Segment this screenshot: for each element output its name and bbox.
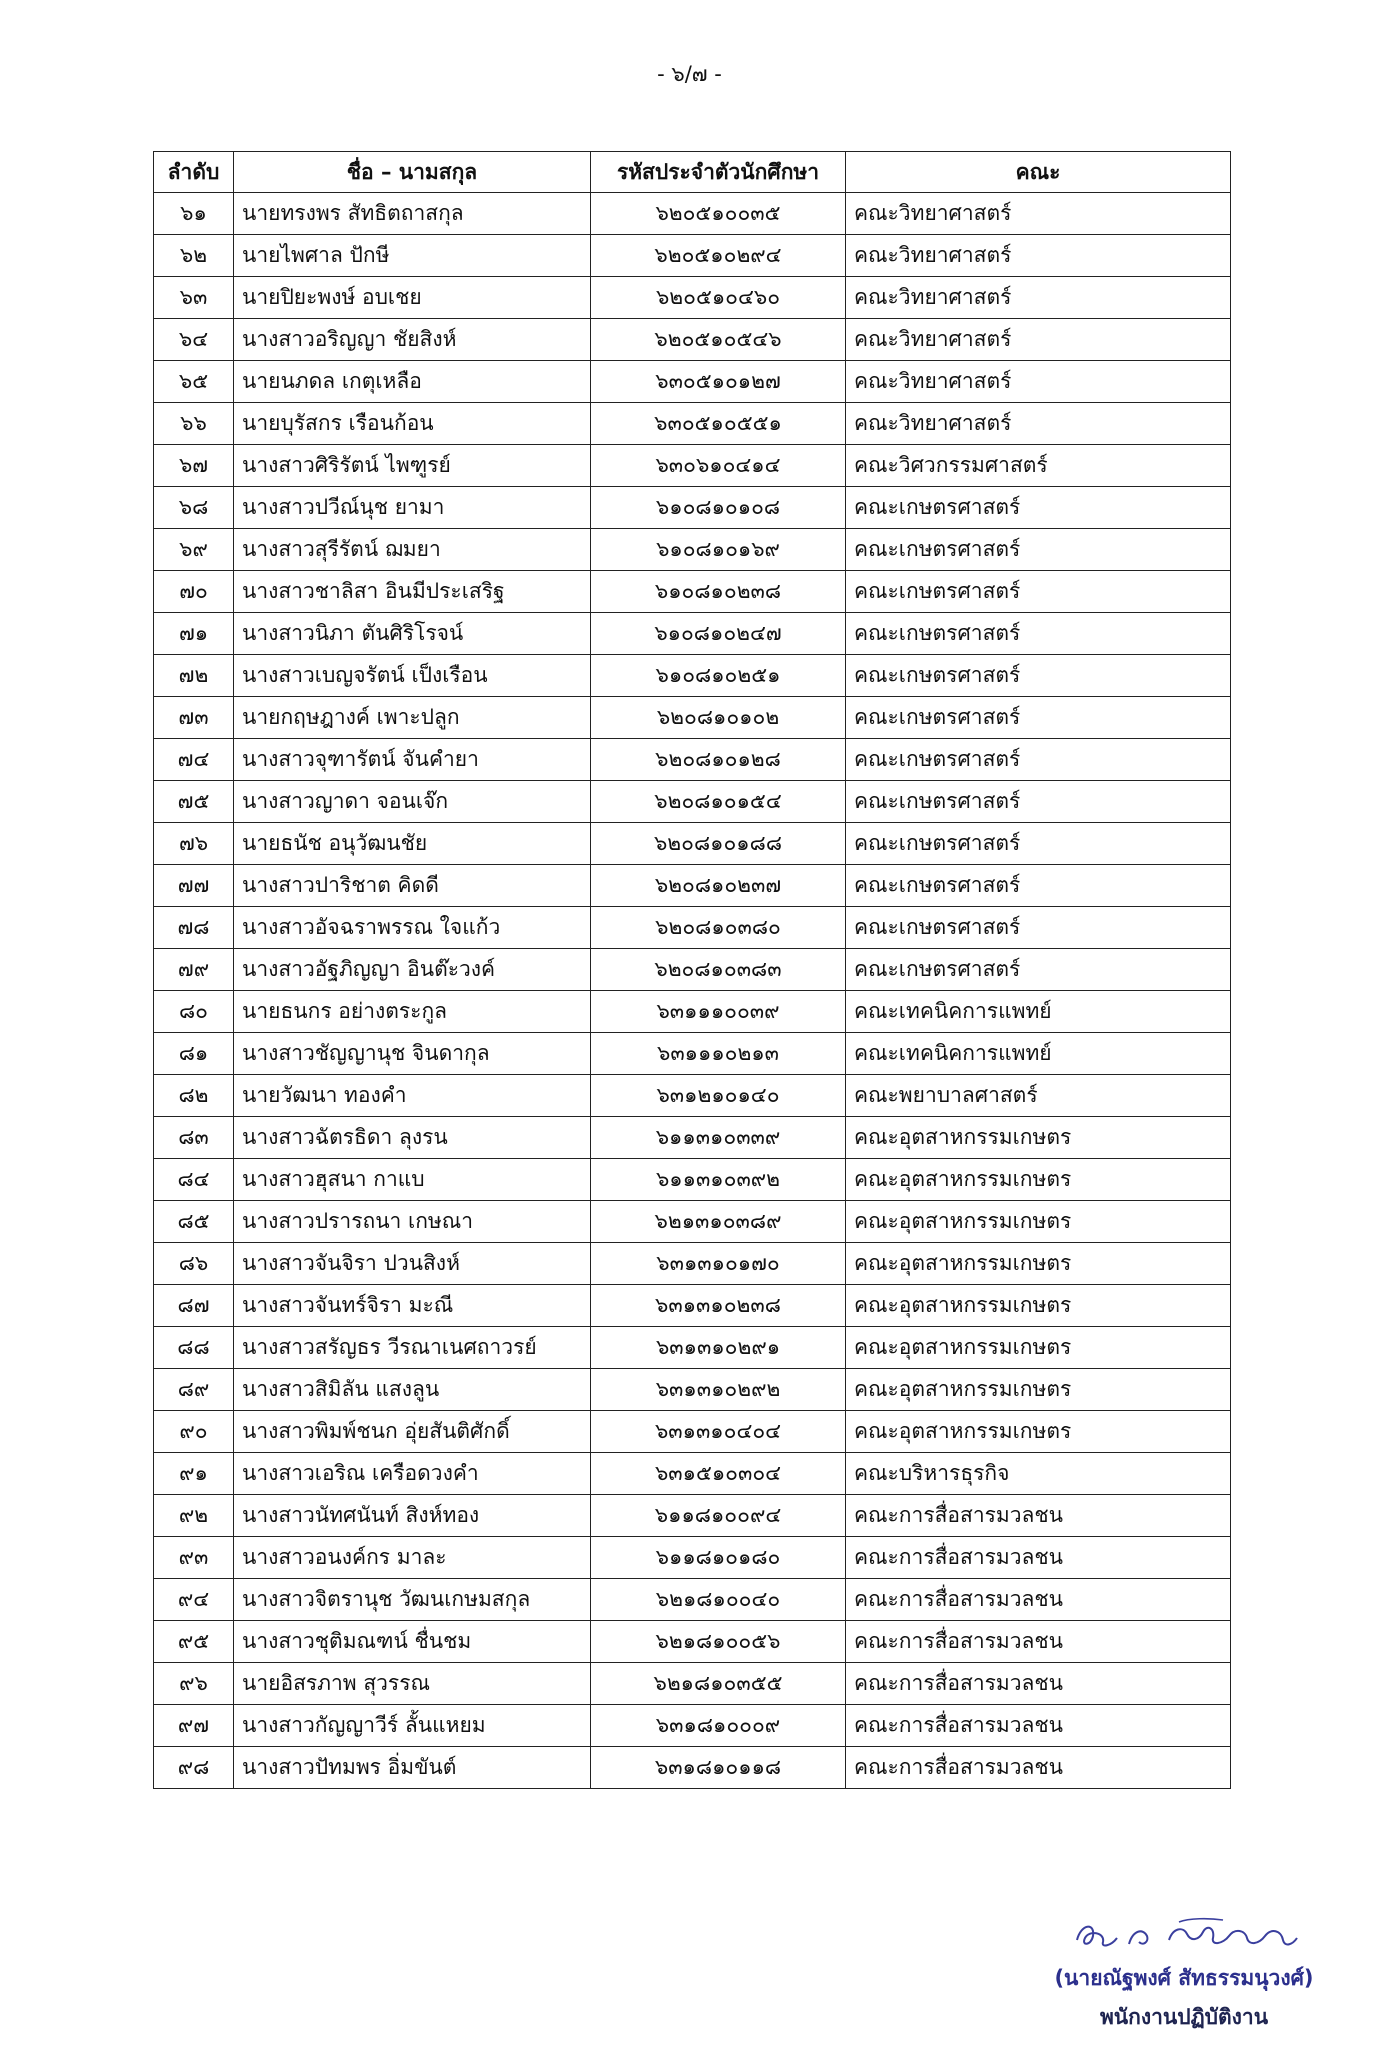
row-faculty: คณะอุตสาหกรรมเกษตร (846, 1369, 1231, 1411)
row-name: นายปิยะพงษ์ อบเชย (234, 277, 591, 319)
row-name: นางสาวปรารถนา เกษณา (234, 1201, 591, 1243)
row-student-id: ๖๓๐๕๑๐๑๒๗ (591, 361, 846, 403)
row-faculty: คณะเกษตรศาสตร์ (846, 949, 1231, 991)
table-row (154, 403, 1231, 445)
row-order: ๙๗ (154, 1705, 234, 1747)
row-student-id: ๖๑๐๘๑๐๑๐๘ (591, 487, 846, 529)
row-student-id: ๖๑๐๘๑๐๒๓๘ (591, 571, 846, 613)
row-student-id: ๖๑๐๘๑๐๒๕๑ (591, 655, 846, 697)
row-faculty: คณะการสื่อสารมวลชน (846, 1663, 1231, 1705)
row-faculty: คณะอุตสาหกรรมเกษตร (846, 1327, 1231, 1369)
row-order: ๖๔ (154, 319, 234, 361)
row-order: ๖๘ (154, 487, 234, 529)
row-faculty: คณะอุตสาหกรรมเกษตร (846, 1159, 1231, 1201)
table-row (154, 445, 1231, 487)
table-row (154, 1159, 1231, 1201)
row-faculty: คณะการสื่อสารมวลชน (846, 1747, 1231, 1789)
table-row (154, 1411, 1231, 1453)
row-name: นางสาวญาดา จอนเจ๊ก (234, 781, 591, 823)
row-name: นางสาวอัฐภิญญา อินต๊ะวงค์ (234, 949, 591, 991)
row-name: นายไพศาล ปักษี (234, 235, 591, 277)
table-body (154, 193, 1231, 1789)
page-number: - ๖/๗ - (657, 62, 722, 86)
row-name: นางสาวเอริณ เครือดวงคำ (234, 1453, 591, 1495)
table-row (154, 907, 1231, 949)
table-row (154, 277, 1231, 319)
row-student-id: ๖๓๑๒๑๐๑๔๐ (591, 1075, 846, 1117)
row-name: นายธนัช อนุวัฒนชัย (234, 823, 591, 865)
row-order: ๗๘ (154, 907, 234, 949)
row-order: ๗๙ (154, 949, 234, 991)
table-row (154, 193, 1231, 235)
row-faculty: คณะเกษตรศาสตร์ (846, 529, 1231, 571)
row-faculty: คณะวิทยาศาสตร์ (846, 361, 1231, 403)
row-order: ๖๑ (154, 193, 234, 235)
row-student-id: ๖๓๑๘๑๐๐๐๙ (591, 1705, 846, 1747)
row-order: ๗๗ (154, 865, 234, 907)
row-faculty: คณะวิทยาศาสตร์ (846, 319, 1231, 361)
row-order: ๗๕ (154, 781, 234, 823)
table-row (154, 949, 1231, 991)
student-table (153, 151, 1231, 1789)
row-student-id: ๖๒๐๘๑๐๓๘๐ (591, 907, 846, 949)
signer-position: พนักงานปฏิบัติงาน (1099, 2005, 1269, 2029)
signature-block (1044, 1910, 1324, 2034)
row-student-id: ๖๑๑๘๑๐๑๘๐ (591, 1537, 846, 1579)
row-name: นางสาวปัทมพร อิ่มขันต์ (234, 1747, 591, 1789)
row-name: นางสาวนิภา ตันศิริโรจน์ (234, 613, 591, 655)
row-order: ๙๓ (154, 1537, 234, 1579)
row-student-id: ๖๑๑๓๑๐๓๙๒ (591, 1159, 846, 1201)
table-row (154, 1075, 1231, 1117)
row-student-id: ๖๒๐๕๑๐๒๙๔ (591, 235, 846, 277)
row-name: นางสาวนัทศนันท์ สิงห์ทอง (234, 1495, 591, 1537)
row-order: ๘๙ (154, 1369, 234, 1411)
row-student-id: ๖๒๐๕๑๐๐๓๕ (591, 193, 846, 235)
row-name: นางสาวชัญญานุช จินดากุล (234, 1033, 591, 1075)
header-order: ลำดับ (154, 152, 234, 193)
row-student-id: ๖๓๑๑๑๐๐๓๙ (591, 991, 846, 1033)
table-row (154, 1663, 1231, 1705)
row-student-id: ๖๓๑๓๑๐๑๗๐ (591, 1243, 846, 1285)
row-order: ๙๔ (154, 1579, 234, 1621)
row-name: นางสาวสุรีรัตน์ ฌมยา (234, 529, 591, 571)
row-faculty: คณะเกษตรศาสตร์ (846, 739, 1231, 781)
table-row (154, 613, 1231, 655)
table-row (154, 1285, 1231, 1327)
row-student-id: ๖๒๐๕๑๐๕๔๖ (591, 319, 846, 361)
row-student-id: ๖๒๐๘๑๐๑๒๘ (591, 739, 846, 781)
row-faculty: คณะบริหารธุรกิจ (846, 1453, 1231, 1495)
row-faculty: คณะอุตสาหกรรมเกษตร (846, 1285, 1231, 1327)
row-faculty: คณะเกษตรศาสตร์ (846, 487, 1231, 529)
row-order: ๙๘ (154, 1747, 234, 1789)
row-student-id: ๖๑๐๘๑๐๑๖๙ (591, 529, 846, 571)
row-student-id: ๖๒๐๕๑๐๔๖๐ (591, 277, 846, 319)
row-faculty: คณะเกษตรศาสตร์ (846, 571, 1231, 613)
row-student-id: ๖๒๐๘๑๐๒๓๗ (591, 865, 846, 907)
row-name: นางสาวอนงค์กร มาละ (234, 1537, 591, 1579)
row-name: นางสาวสิมิลัน แสงลูน (234, 1369, 591, 1411)
row-name: นางสาวสรัญธร วีรณาเนศถาวรย์ (234, 1327, 591, 1369)
row-order: ๙๐ (154, 1411, 234, 1453)
row-name: นางสาวพิมพ์ชนก อุ่ยสันติศักดิ์ (234, 1411, 591, 1453)
table-row (154, 571, 1231, 613)
row-order: ๘๕ (154, 1201, 234, 1243)
row-student-id: ๖๓๑๓๑๐๒๙๑ (591, 1327, 846, 1369)
table-row (154, 655, 1231, 697)
row-faculty: คณะอุตสาหกรรมเกษตร (846, 1201, 1231, 1243)
table-row (154, 319, 1231, 361)
table-row (154, 1117, 1231, 1159)
row-faculty: คณะวิทยาศาสตร์ (846, 403, 1231, 445)
handwritten-signature (1059, 1910, 1309, 1956)
row-order: ๖๒ (154, 235, 234, 277)
row-order: ๖๙ (154, 529, 234, 571)
row-faculty: คณะเกษตรศาสตร์ (846, 823, 1231, 865)
row-order: ๘๓ (154, 1117, 234, 1159)
row-order: ๗๔ (154, 739, 234, 781)
row-name: นายบุรัสกร เรือนก้อน (234, 403, 591, 445)
table-row (154, 1495, 1231, 1537)
row-faculty: คณะการสื่อสารมวลชน (846, 1495, 1231, 1537)
header-student-id: รหัสประจำตัวนักศึกษา (591, 152, 846, 193)
row-name: นางสาวเบญจรัตน์ เป็งเรือน (234, 655, 591, 697)
table-row (154, 823, 1231, 865)
table-row (154, 865, 1231, 907)
row-name: นางสาวชุติมณฑน์ ชื่นชม (234, 1621, 591, 1663)
row-order: ๗๓ (154, 697, 234, 739)
row-name: นางสาวปวีณ์นุช ยามา (234, 487, 591, 529)
row-name: นางสาวกัญญาวีร์ ลั้นแหยม (234, 1705, 591, 1747)
row-name: นางสาวจุฑารัตน์ จันคำยา (234, 739, 591, 781)
row-order: ๘๒ (154, 1075, 234, 1117)
row-faculty: คณะพยาบาลศาสตร์ (846, 1075, 1231, 1117)
row-faculty: คณะวิทยาศาสตร์ (846, 277, 1231, 319)
table-row (154, 1369, 1231, 1411)
row-student-id: ๖๓๑๕๑๐๓๐๔ (591, 1453, 846, 1495)
row-order: ๙๑ (154, 1453, 234, 1495)
row-student-id: ๖๑๑๓๑๐๓๓๙ (591, 1117, 846, 1159)
table-row (154, 1705, 1231, 1747)
row-student-id: ๖๓๐๖๑๐๔๑๔ (591, 445, 846, 487)
row-name: นางสาวฉัตรธิดา ลุงรน (234, 1117, 591, 1159)
row-faculty: คณะการสื่อสารมวลชน (846, 1621, 1231, 1663)
row-student-id: ๖๓๑๑๑๐๒๑๓ (591, 1033, 846, 1075)
row-order: ๗๒ (154, 655, 234, 697)
row-faculty: คณะการสื่อสารมวลชน (846, 1705, 1231, 1747)
table-row (154, 1747, 1231, 1789)
row-student-id: ๖๑๐๘๑๐๒๔๗ (591, 613, 846, 655)
row-order: ๖๕ (154, 361, 234, 403)
row-order: ๖๓ (154, 277, 234, 319)
row-order: ๙๖ (154, 1663, 234, 1705)
table-row (154, 1243, 1231, 1285)
row-faculty: คณะการสื่อสารมวลชน (846, 1537, 1231, 1579)
row-name: นายอิสรภาพ สุวรรณ (234, 1663, 591, 1705)
row-name: นางสาวจันจิรา ปวนสิงห์ (234, 1243, 591, 1285)
row-student-id: ๖๒๑๘๑๐๐๔๐ (591, 1579, 846, 1621)
row-student-id: ๖๑๑๘๑๐๐๙๔ (591, 1495, 846, 1537)
table-row (154, 1201, 1231, 1243)
row-name: นายทรงพร สัทธิตถาสกุล (234, 193, 591, 235)
row-faculty: คณะวิศวกรรมศาสตร์ (846, 445, 1231, 487)
row-order: ๗๖ (154, 823, 234, 865)
row-student-id: ๖๒๑๘๑๐๐๕๖ (591, 1621, 846, 1663)
table-row (154, 1621, 1231, 1663)
table-row (154, 739, 1231, 781)
table-row (154, 1537, 1231, 1579)
row-student-id: ๖๒๐๘๑๐๑๘๘ (591, 823, 846, 865)
table-row (154, 361, 1231, 403)
table-row (154, 1327, 1231, 1369)
row-student-id: ๖๓๑๘๑๐๑๑๘ (591, 1747, 846, 1789)
row-student-id: ๖๓๑๓๑๐๒๙๒ (591, 1369, 846, 1411)
row-order: ๙๒ (154, 1495, 234, 1537)
row-order: ๗๐ (154, 571, 234, 613)
row-faculty: คณะเกษตรศาสตร์ (846, 865, 1231, 907)
table-row (154, 697, 1231, 739)
row-student-id: ๖๒๑๘๑๐๓๕๕ (591, 1663, 846, 1705)
row-faculty: คณะอุตสาหกรรมเกษตร (846, 1117, 1231, 1159)
row-order: ๘๘ (154, 1327, 234, 1369)
header-faculty: คณะ (846, 152, 1231, 193)
row-name: นางสาวศิริรัตน์ ไพฑูรย์ (234, 445, 591, 487)
table-row (154, 529, 1231, 571)
row-faculty: คณะเทคนิคการแพทย์ (846, 1033, 1231, 1075)
table-row (154, 1033, 1231, 1075)
row-student-id: ๖๓๐๕๑๐๕๕๑ (591, 403, 846, 445)
row-name: นางสาวปาริชาต คิดดี (234, 865, 591, 907)
row-name: นางสาวจันทร์จิรา มะณี (234, 1285, 591, 1327)
row-faculty: คณะอุตสาหกรรมเกษตร (846, 1411, 1231, 1453)
row-name: นายธนกร อย่างตระกูล (234, 991, 591, 1033)
row-name: นางสาวอัจฉราพรรณ ใจแก้ว (234, 907, 591, 949)
row-faculty: คณะการสื่อสารมวลชน (846, 1579, 1231, 1621)
table-row (154, 487, 1231, 529)
row-faculty: คณะเกษตรศาสตร์ (846, 613, 1231, 655)
table-row (154, 235, 1231, 277)
row-name: นายกฤษฎางค์ เพาะปลูก (234, 697, 591, 739)
row-name: นางสาวชาลิสา อินมีประเสริฐ (234, 571, 591, 613)
row-order: ๖๗ (154, 445, 234, 487)
row-name: นายนภดล เกตุเหลือ (234, 361, 591, 403)
row-name: นางสาวฮุสนา กาแบ (234, 1159, 591, 1201)
table-header-row (154, 152, 1231, 193)
row-name: นายวัฒนา ทองคำ (234, 1075, 591, 1117)
header-name: ชื่อ – นามสกุล (234, 152, 591, 193)
row-order: ๙๕ (154, 1621, 234, 1663)
row-student-id: ๖๒๐๘๑๐๓๘๓ (591, 949, 846, 991)
row-faculty: คณะวิทยาศาสตร์ (846, 235, 1231, 277)
row-order: ๘๗ (154, 1285, 234, 1327)
row-faculty: คณะเทคนิคการแพทย์ (846, 991, 1231, 1033)
row-order: ๘๔ (154, 1159, 234, 1201)
row-faculty: คณะเกษตรศาสตร์ (846, 907, 1231, 949)
signer-name: (นายณัฐพงศ์ สัทธรรมนุวงศ์) (1054, 1966, 1314, 1990)
row-order: ๗๑ (154, 613, 234, 655)
row-student-id: ๖๒๐๘๑๐๑๐๒ (591, 697, 846, 739)
row-student-id: ๖๓๑๓๑๐๒๓๘ (591, 1285, 846, 1327)
table-row (154, 1453, 1231, 1495)
row-student-id: ๖๒๑๓๑๐๓๘๙ (591, 1201, 846, 1243)
row-student-id: ๖๓๑๓๑๐๔๐๔ (591, 1411, 846, 1453)
row-student-id: ๖๒๐๘๑๐๑๕๔ (591, 781, 846, 823)
table-row (154, 991, 1231, 1033)
row-faculty: คณะอุตสาหกรรมเกษตร (846, 1243, 1231, 1285)
row-name: นางสาวจิตรานุช วัฒนเกษมสกุล (234, 1579, 591, 1621)
row-faculty: คณะเกษตรศาสตร์ (846, 655, 1231, 697)
table-row (154, 781, 1231, 823)
row-faculty: คณะเกษตรศาสตร์ (846, 781, 1231, 823)
row-faculty: คณะเกษตรศาสตร์ (846, 697, 1231, 739)
row-order: ๖๖ (154, 403, 234, 445)
row-order: ๘๐ (154, 991, 234, 1033)
row-order: ๘๖ (154, 1243, 234, 1285)
row-order: ๘๑ (154, 1033, 234, 1075)
row-faculty: คณะวิทยาศาสตร์ (846, 193, 1231, 235)
row-name: นางสาวอริญญา ชัยสิงห์ (234, 319, 591, 361)
table-row (154, 1579, 1231, 1621)
